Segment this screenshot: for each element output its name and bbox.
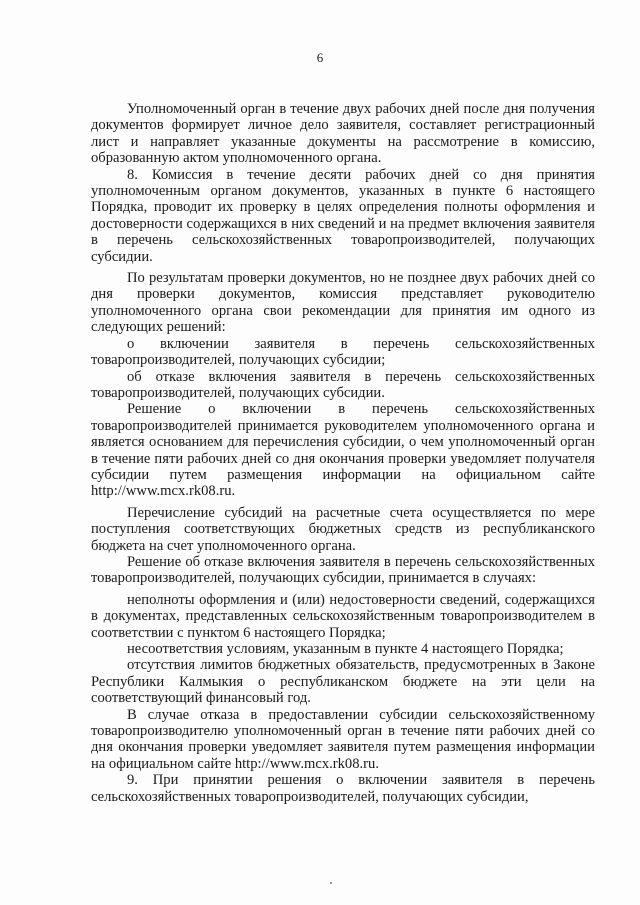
paragraph-refusal-cases: Решение об отказе включения заявителя в перечень сельскохозяйственных товаропроизводителей, получающих субсидии, принимается в случаях: [91, 553, 595, 587]
page-number: 6 [316, 50, 324, 65]
paragraph-case-incomplete: неполноты оформления и (или) недостоверности сведений, содержащихся в документах, представленных сельскохозяйственным товаропроизводителем в соответствии с пунктом 6 настоящего Порядка; [91, 591, 595, 641]
paragraph-decision-refuse: об отказе включения заявителя в перечень сельскохозяйственных товаропроизводителей, получающих субсидии. [91, 368, 595, 401]
scan-speck [330, 882, 332, 884]
paragraph-item-8: 8. Комиссия в течение десяти рабочих дней со дня принятия уполномоченным органом документов, указанных в пункте 6 настоящего Порядка, проводит их проверку в целях определения полноты оформления и достоверности содержащихся в них сведений и на предмет включения заявителя в перечень сельскохозяйственных товаропроизводителей, получающих субсидии. [91, 166, 595, 265]
paragraph-review-results: По результатам проверки документов, но не позднее двух рабочих дней со дня проверки документов, комиссия представляет руководителю уполномоченного органа свои рекомендации для принятия им одного из следующих решений: [91, 270, 595, 336]
paragraph-decision-include: о включении заявителя в перечень сельскохозяйственных товаропроизводителей, получающих субсидии; [91, 335, 595, 369]
paragraph-transfer: Перечисление субсидий на расчетные счета осуществляется по мере поступления соответствующих бюджетных средств из республиканского бюджета на счет уполномоченного органа. [91, 504, 595, 554]
paragraph-refusal-notice: В случае отказа в предоставлении субсидии сельскохозяйственному товаропроизводителю уполномоченный орган в течение пяти рабочих дней со дня окончания проверки уведомляет заявителя путем размещения информации на официальном сайте http://www.mcx.rk08.ru. [91, 706, 595, 772]
paragraph-registration: Уполномоченный орган в течение двух рабочих дней после дня получения документов формирует личное дело заявителя, составляет регистрационный лист и направляет указанные документы на рассмотрение в комиссию, образованную актом уполномоченного органа. [91, 101, 595, 167]
paragraph-inclusion-decision: Решение о включении в перечень сельскохозяйственных товаропроизводителей принимается руководителем уполномоченного органа и является основанием для перечисления субсидии, о чем уполномоченный орган в течение пяти рабочих дней со дня окончания проверки уведомляет получателя субсидии путем размещения информации на официальном сайте http://www.mcx.rk08.ru. [91, 401, 595, 500]
paragraph-case-noncompliance: несоответствия условиям, указанным в пункте 4 настоящего Порядка; [127, 641, 564, 657]
paragraph-item-9: 9. При принятии решения о включении заявителя в перечень сельскохозяйственных товаропроизводителей, получающих субсидии, [91, 772, 595, 805]
document-body [91, 101, 595, 805]
paragraph-case-no-limits: отсутствия лимитов бюджетных обязательств, предусмотренных в Законе Республики Калмыкия о республиканском бюджете на эти цели на соответствующий финансовый год. [91, 657, 595, 707]
